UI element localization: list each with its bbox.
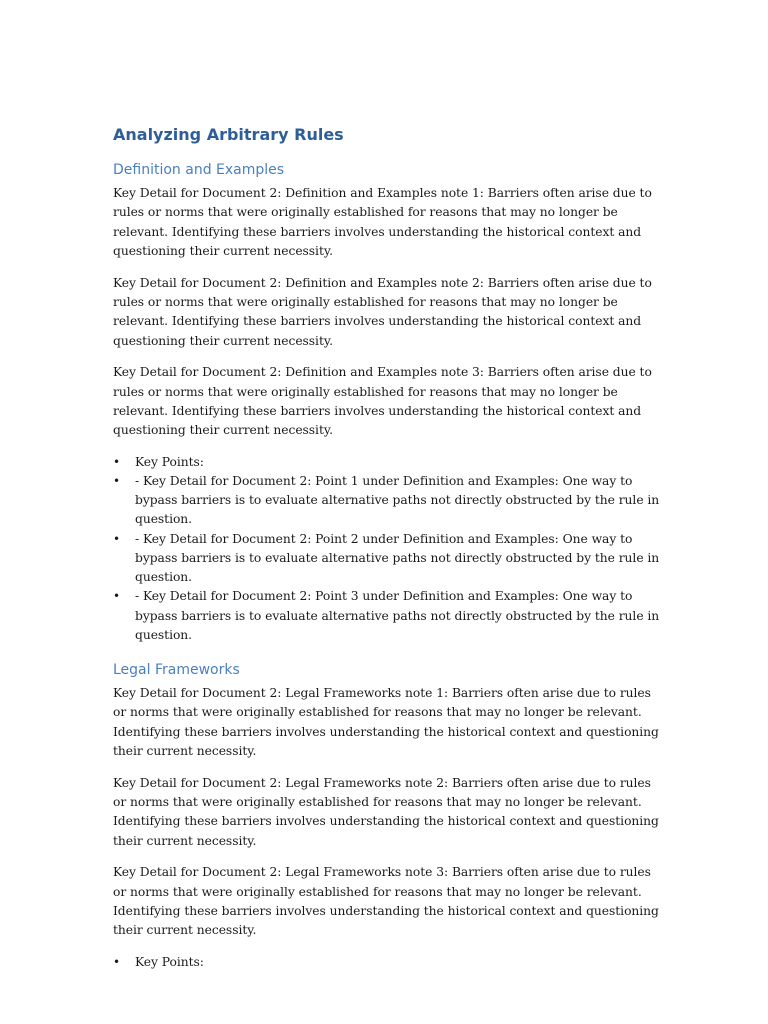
bullet-icon: • — [113, 474, 121, 489]
section-legal-frameworks — [113, 660, 665, 972]
list-item-text: Key Points: — [135, 454, 204, 469]
paragraph: Key Detail for Document 2: Definition and Examples note 2: Barriers often arise due to rules or norms that were originally established for reasons that may no longer be relevant. Identifying these barriers involves understanding the historical context and questioning their current necessity. — [113, 275, 652, 348]
paragraph: Key Detail for Document 2: Legal Frameworks note 3: Barriers often arise due to rules or norms that were originally established for reasons that may no longer be relevant. Identifying these barriers involves understanding the historical context and questioning their current necessity. — [113, 865, 659, 938]
bullet-list — [113, 453, 665, 645]
bullet-icon: • — [113, 954, 121, 969]
paragraph: Key Detail for Document 2: Legal Frameworks note 1: Barriers often arise due to rules or norms that were originally established for reasons that may no longer be relevant. Identifying these barriers involves understanding the historical context and questioning their current necessity. — [113, 685, 659, 759]
list-item — [113, 587, 665, 645]
bullet-icon: • — [113, 531, 121, 546]
list-item-text: - Key Detail for Document 2: Point 3 under Definition and Examples: One way to bypass barriers is to evaluate alternative paths not directly obstructed by the rule in question. — [135, 589, 660, 642]
list-item — [113, 472, 665, 530]
paragraph: Key Detail for Document 2: Definition and Examples note 3: Barriers often arise due to rules or norms that were originally established for reasons that may no longer be relevant. Identifying these barriers involves understanding the historical context and questioning their current necessity. — [113, 365, 652, 438]
list-item — [113, 453, 665, 472]
bullet-icon: • — [113, 454, 121, 469]
list-item-text: - Key Detail for Document 2: Point 2 under Definition and Examples: One way to bypass barriers is to evaluate alternative paths not directly obstructed by the rule in question. — [135, 531, 660, 585]
document-page — [113, 124, 665, 987]
section-definition-and-examples — [113, 160, 665, 645]
bullet-icon: • — [113, 589, 121, 604]
list-item — [113, 530, 665, 588]
paragraph: Key Detail for Document 2: Definition and Examples note 1: Barriers often arise due to rules or norms that were originally established for reasons that may no longer be relevant. Identifying these barriers involves understanding the historical context and questioning their current necessity. — [113, 186, 652, 259]
bullet-list — [113, 953, 665, 972]
list-item — [113, 953, 665, 972]
section-heading: Definition and Examples — [113, 162, 285, 178]
document-title: Analyzing Arbitrary Rules — [113, 125, 344, 144]
paragraph: Key Detail for Document 2: Legal Frameworks note 2: Barriers often arise due to rules or norms that were originally established for reasons that may no longer be relevant. Identifying these barriers involves understanding the historical context and questioning their current necessity. — [113, 775, 659, 848]
list-item-text: - Key Detail for Document 2: Point 1 under Definition and Examples: One way to bypass barriers is to evaluate alternative paths not directly obstructed by the rule in question. — [135, 474, 660, 527]
list-item-text: Key Points: — [135, 954, 204, 969]
section-heading: Legal Frameworks — [113, 661, 240, 678]
